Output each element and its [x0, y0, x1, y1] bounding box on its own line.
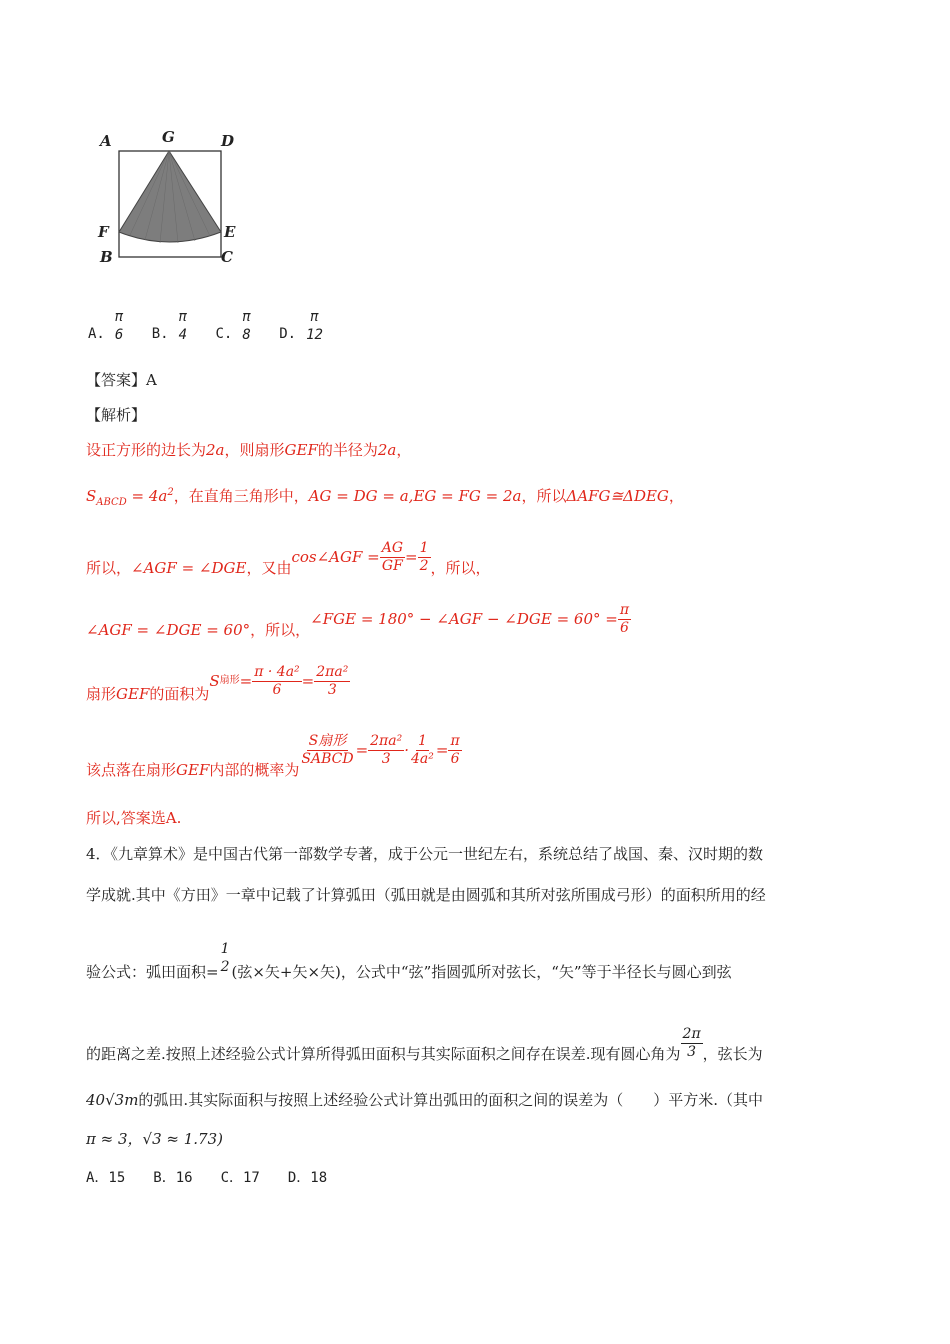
- solution-line-1: 设正方形的边长为2a，则扇形GEF的半径为2a，: [86, 441, 412, 459]
- q4-line-5: 40√3m的弧田.其实际面积与按照上述经验公式计算出弧田的面积之间的误差为（ ）平方米.（其中: [86, 1091, 763, 1109]
- q4-line-3: 验公式：弧田面积= 1 2 (弦×矢+矢×矢)，公式中“弦”指圆弧所对弦长，“矢”等于半径长与圆心到弦: [86, 941, 732, 981]
- label-f: F: [98, 223, 109, 241]
- q4-line-6: π ≈ 3，√3 ≈ 1.73): [86, 1130, 223, 1148]
- q4-line-1: 4．《九章算术》是中国古代第一部数学专著，成于公元一世纪左右，系统总结了战国、秦、汉时期的数: [86, 845, 764, 863]
- answer-line: 【答案】A: [86, 371, 157, 389]
- solution-conclusion: 所以,答案选A.: [86, 809, 182, 827]
- label-d: D: [221, 132, 235, 150]
- option-c: C. π 8: [215, 309, 251, 343]
- label-b: B: [100, 248, 113, 265]
- solution-line-4: ∠AGF = ∠DGE = 60° ，所以， ∠FGE = 180° − ∠AGF − ∠DGE = 60° = $\frac{\pi}{6}$: [86, 601, 630, 639]
- solution-line-3: 所以， ∠AGF = ∠DGE ，又由 cos∠AGF = $\frac{AG}{GF}$ = $\frac{1}{2}$ ，所以，: [86, 539, 491, 577]
- q3-options: [88, 308, 325, 344]
- q4-options: A．15 B．16 C．17 D．18: [86, 1170, 328, 1186]
- option-b: B. π 4: [151, 309, 188, 343]
- solution-line-6: 该点落在扇形 GEF 内部的概率为 $\frac{\text{S扇形}}{\text{SABCD}}$ = $\frac{\text{2πa²}}{3}$ · $\frac{1}{\text{4a²}}$ = $\frac{\pi}{6}$: [86, 732, 460, 779]
- option-d: D. π 12: [279, 309, 323, 343]
- label-e: E: [224, 223, 236, 241]
- solution-line-5: 扇形 GEF 的面积为 S 扇形 = $\frac{\text{π · 4a²}}{6}$ = $\frac{\text{2πa²}}{3}$: [86, 663, 349, 703]
- solution-line-2: $S_{ABCD} = 4a^2$，在直角三角形中，AG = DG = a,EG = FG = 2a，所以ΔAFG≅ΔDEG，: [86, 487, 684, 508]
- sector-gef: [119, 151, 221, 242]
- square-sector-figure: [90, 125, 250, 265]
- label-g: G: [162, 128, 175, 146]
- q4-line-2: 学成就.其中《方田》一章中记载了计算弧田（弧田就是由圆弧和其所对弦所围成弓形）的面积所用的经: [86, 886, 766, 904]
- q4-line-4: 的距离之差.按照上述经验公式计算所得弧田面积与其实际面积之间存在误差.现有圆心角为 $\frac{2\pi}{3}$ ，弦长为: [86, 1025, 763, 1063]
- label-c: C: [221, 248, 233, 265]
- option-a: A. π 6: [88, 309, 124, 343]
- label-a: A: [100, 132, 112, 150]
- analysis-title: 【解析】: [86, 406, 147, 424]
